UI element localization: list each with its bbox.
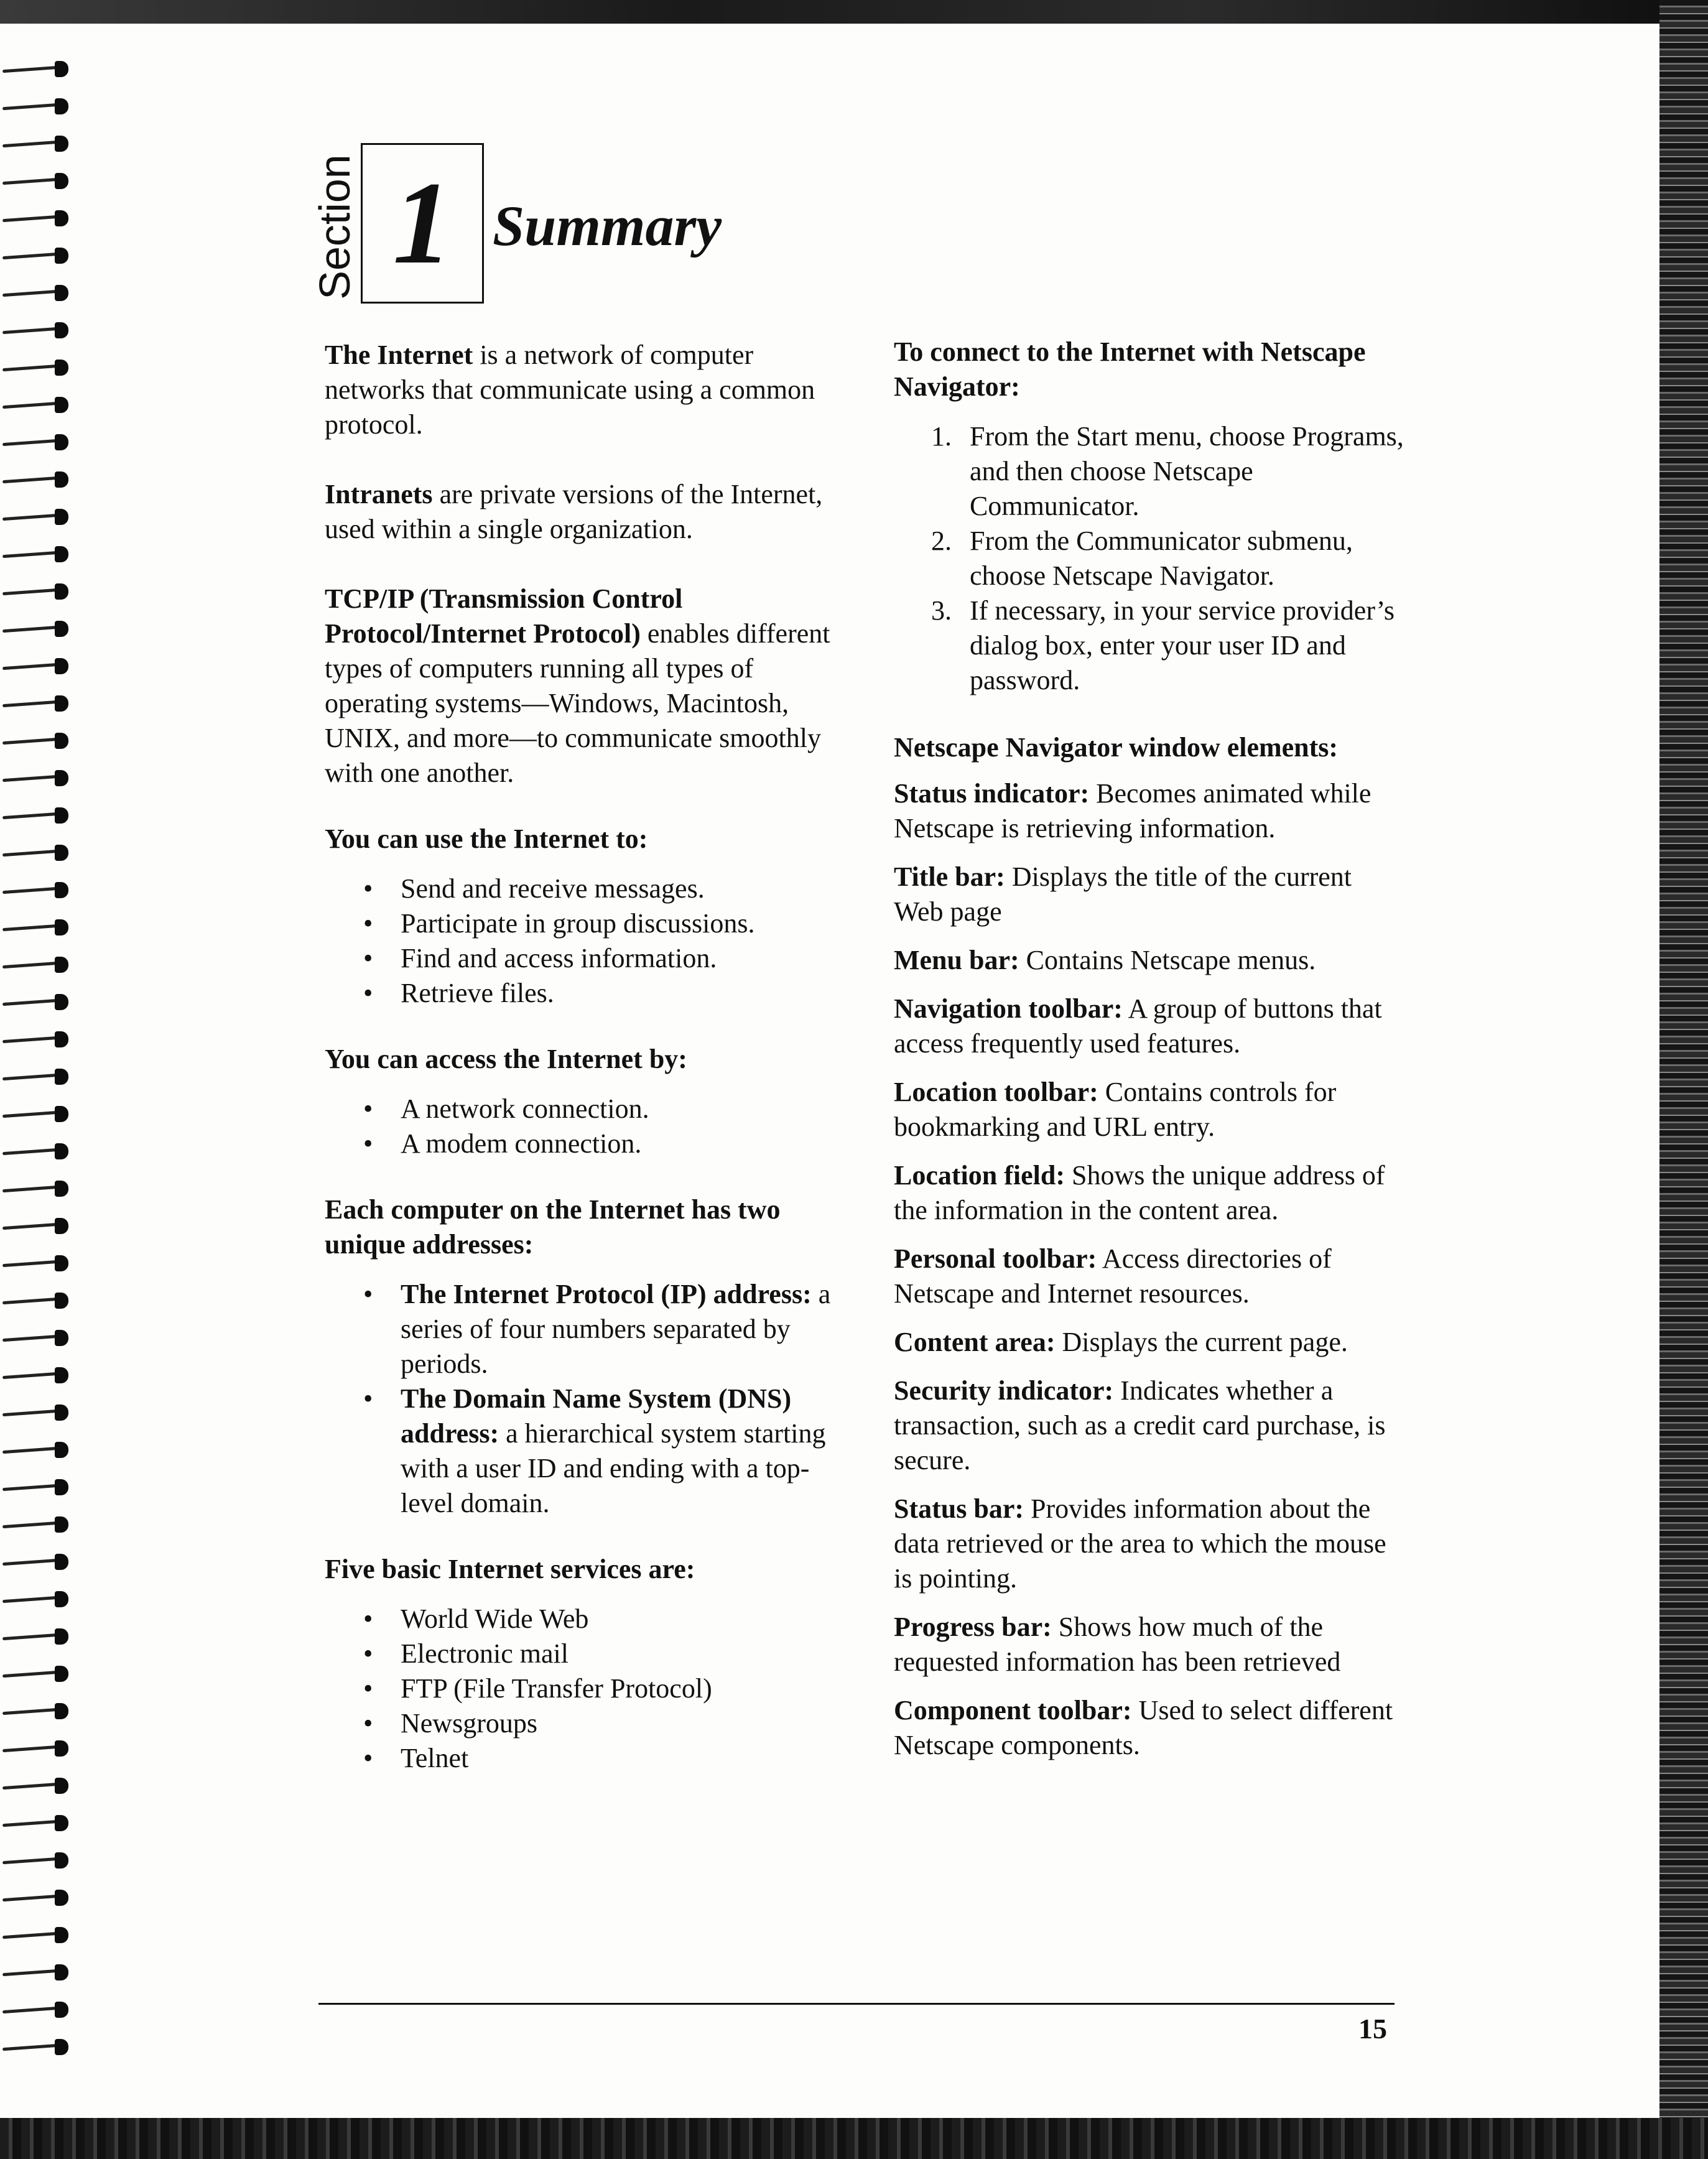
binding-ring [2,583,75,600]
element-term: Personal toolbar: [894,1243,1097,1274]
binding-ring [2,957,75,973]
connect-heading: To connect to the Internet with Netscape Navigator: [894,337,1366,402]
binding-ring [2,434,75,450]
binding-ring [2,248,75,264]
element-term: Navigation toolbar: [894,993,1123,1024]
element-text: Indicates whether a transaction, such as a credit card purchase, is secure. [894,1375,1386,1475]
element-text: Shows how much of the requested information has been retrieved [894,1612,1341,1677]
binding-ring [2,1479,75,1495]
binding-ring [2,61,75,77]
step-number: 1. [931,421,952,452]
binding-ring [2,1143,75,1159]
binding-ring [2,919,75,936]
access-heading: You can access the Internet by: [325,1044,687,1074]
section-number-box [361,143,484,304]
binding-ring [2,695,75,712]
binding-ring [2,1106,75,1122]
elements-heading: Netscape Navigator window elements: [894,732,1339,763]
internet-definition [325,338,847,442]
section-label [311,149,358,305]
services-heading: Five basic Internet services are: [325,1554,695,1584]
element-entry [894,1610,1404,1679]
definition-term: TCP/IP (Transmission Control Protocol/Internet Protocol) [325,583,683,649]
binding-ring [2,360,75,376]
element-term: Status bar: [894,1493,1024,1524]
element-text: Access directories of Netscape and Internet resources. [894,1243,1332,1309]
step-text: From the Communicator submenu, choose Netscape Navigator. [970,526,1353,591]
list-item: • Send and receive messages. [325,871,847,906]
use-list [325,871,847,1011]
element-text: A group of buttons that access frequently used features. [894,993,1382,1059]
element-entry [894,1373,1404,1478]
binding-ring [2,1330,75,1346]
list-item: • FTP (File Transfer Protocol) [325,1671,847,1706]
list-item: • A modem connection. [325,1126,847,1161]
definition-text: is a network of computer networks that communicate using a common protocol. [325,340,815,440]
list-item: • Telnet [325,1741,847,1776]
definition-term: The Internet [325,340,473,370]
element-text: Shows the unique address of the information in the content area. [894,1160,1385,1225]
element-term: Progress bar: [894,1612,1052,1642]
binding-ring [2,1069,75,1085]
binding-ring [2,1890,75,1906]
binding-ring [2,546,75,562]
element-entry [894,776,1404,846]
binding-ring [2,2002,75,2018]
binding-ring [2,509,75,525]
element-term: Title bar: [894,861,1005,892]
binding-ring [2,1367,75,1383]
binding-ring [2,1405,75,1421]
scan-border-right [1659,0,1708,2159]
step-text: From the Start menu, choose Programs, and then choose Netscape Communicator. [970,421,1404,521]
binding-ring [2,210,75,226]
use-heading: You can use the Internet to: [325,824,648,854]
list-item: • Find and access information. [325,941,847,976]
binding-ring [2,1554,75,1570]
element-entry [894,860,1404,929]
binding-ring [2,1442,75,1458]
definition-text: are private versions of the Internet, used within a single organization. [325,479,823,544]
step-item [894,524,1404,593]
element-entry [894,1492,1404,1596]
binding-ring [2,1516,75,1533]
scan-border-top [0,0,1708,25]
page-title: Summary [493,194,722,258]
elements-list [894,776,1404,1763]
connect-steps [894,419,1404,698]
definition-text: enables different types of computers running all types of operating systems—Windows, Macintosh, UNIX, and more—to communicate smoothly with one another. [325,618,830,788]
element-term: Content area: [894,1327,1056,1357]
address-text: a hierarchical system starting with a user ID and ending with a top-level domain. [401,1418,826,1518]
element-text: Contains Netscape menus. [1019,945,1316,975]
list-item: • Participate in group discussions. [325,906,847,941]
list-item: • A network connection. [325,1092,847,1126]
spiral-binding [0,61,81,2114]
scan-border-bottom [0,2118,1708,2159]
binding-ring [2,1815,75,1831]
binding-ring [2,1181,75,1197]
binding-ring [2,1293,75,1309]
definition-term: Intranets [325,479,433,509]
binding-ring [2,1740,75,1757]
element-text: Becomes animated while Netscape is retrieving information. [894,778,1372,843]
binding-ring [2,1778,75,1794]
element-term: Status indicator: [894,778,1090,809]
left-column [325,338,847,1776]
list-item: • World Wide Web [325,1602,847,1637]
binding-ring [2,285,75,301]
element-entry [894,991,1404,1061]
binding-ring [2,994,75,1010]
binding-ring [2,1255,75,1271]
binding-ring [2,322,75,338]
section-label-text: Section [310,154,359,300]
binding-ring [2,1628,75,1645]
binding-ring [2,98,75,114]
binding-ring [2,621,75,637]
element-entry [894,1325,1404,1360]
binding-ring [2,807,75,824]
element-text: Contains controls for bookmarking and URL entry. [894,1077,1337,1142]
binding-ring [2,1031,75,1047]
element-entry [894,1693,1404,1763]
element-term: Location field: [894,1160,1065,1191]
binding-ring [2,1218,75,1234]
addresses-list [325,1277,847,1521]
element-text: Displays the title of the current Web page [894,861,1352,927]
section-number: 1 [392,158,452,289]
address-text: a series of four numbers separated by periods. [401,1279,831,1379]
footer-rule [318,2003,1395,2005]
list-item: • Electronic mail [325,1637,847,1671]
binding-ring [2,733,75,749]
element-text: Displays the current page. [1055,1327,1348,1357]
binding-ring [2,173,75,189]
binding-ring [2,845,75,861]
step-item [894,593,1404,698]
step-number: 2. [931,526,952,556]
services-list [325,1602,847,1776]
element-term: Component toolbar: [894,1695,1132,1725]
list-item [325,1381,847,1521]
list-item: • Retrieve files. [325,976,847,1011]
binding-ring [2,882,75,898]
tcpip-definition [325,582,847,791]
step-number: 3. [931,595,952,626]
element-term: Security indicator: [894,1375,1114,1406]
step-item [894,419,1404,524]
binding-ring [2,1852,75,1869]
element-entry [894,943,1404,978]
page [0,24,1659,2120]
intranets-definition [325,477,847,547]
element-entry [894,1075,1404,1145]
element-term: Menu bar: [894,945,1019,975]
list-item: • Newsgroups [325,1706,847,1741]
binding-ring [2,658,75,674]
element-term: Location toolbar: [894,1077,1098,1107]
page-number: 15 [1358,2013,1387,2045]
element-text: Provides information about the data retrieved or the area to which the mouse is pointing. [894,1493,1386,1594]
binding-ring [2,770,75,786]
binding-ring [2,1703,75,1719]
address-term: The Internet Protocol (IP) address: [401,1279,812,1309]
step-text: If necessary, in your service provider’s dialog box, enter your user ID and password. [970,595,1395,695]
right-column [894,335,1404,1776]
element-entry [894,1158,1404,1228]
binding-ring [2,471,75,488]
binding-ring [2,1591,75,1607]
binding-ring [2,2039,75,2055]
list-item [325,1277,847,1381]
binding-ring [2,1927,75,1943]
binding-ring [2,136,75,152]
access-list [325,1092,847,1161]
binding-ring [2,1666,75,1682]
addresses-heading: Each computer on the Internet has two unique addresses: [325,1194,781,1260]
binding-ring [2,1964,75,1980]
binding-ring [2,397,75,413]
address-term: The Domain Name System (DNS) address: [401,1383,792,1449]
element-entry [894,1242,1404,1311]
element-text: Used to select different Netscape components. [894,1695,1393,1760]
